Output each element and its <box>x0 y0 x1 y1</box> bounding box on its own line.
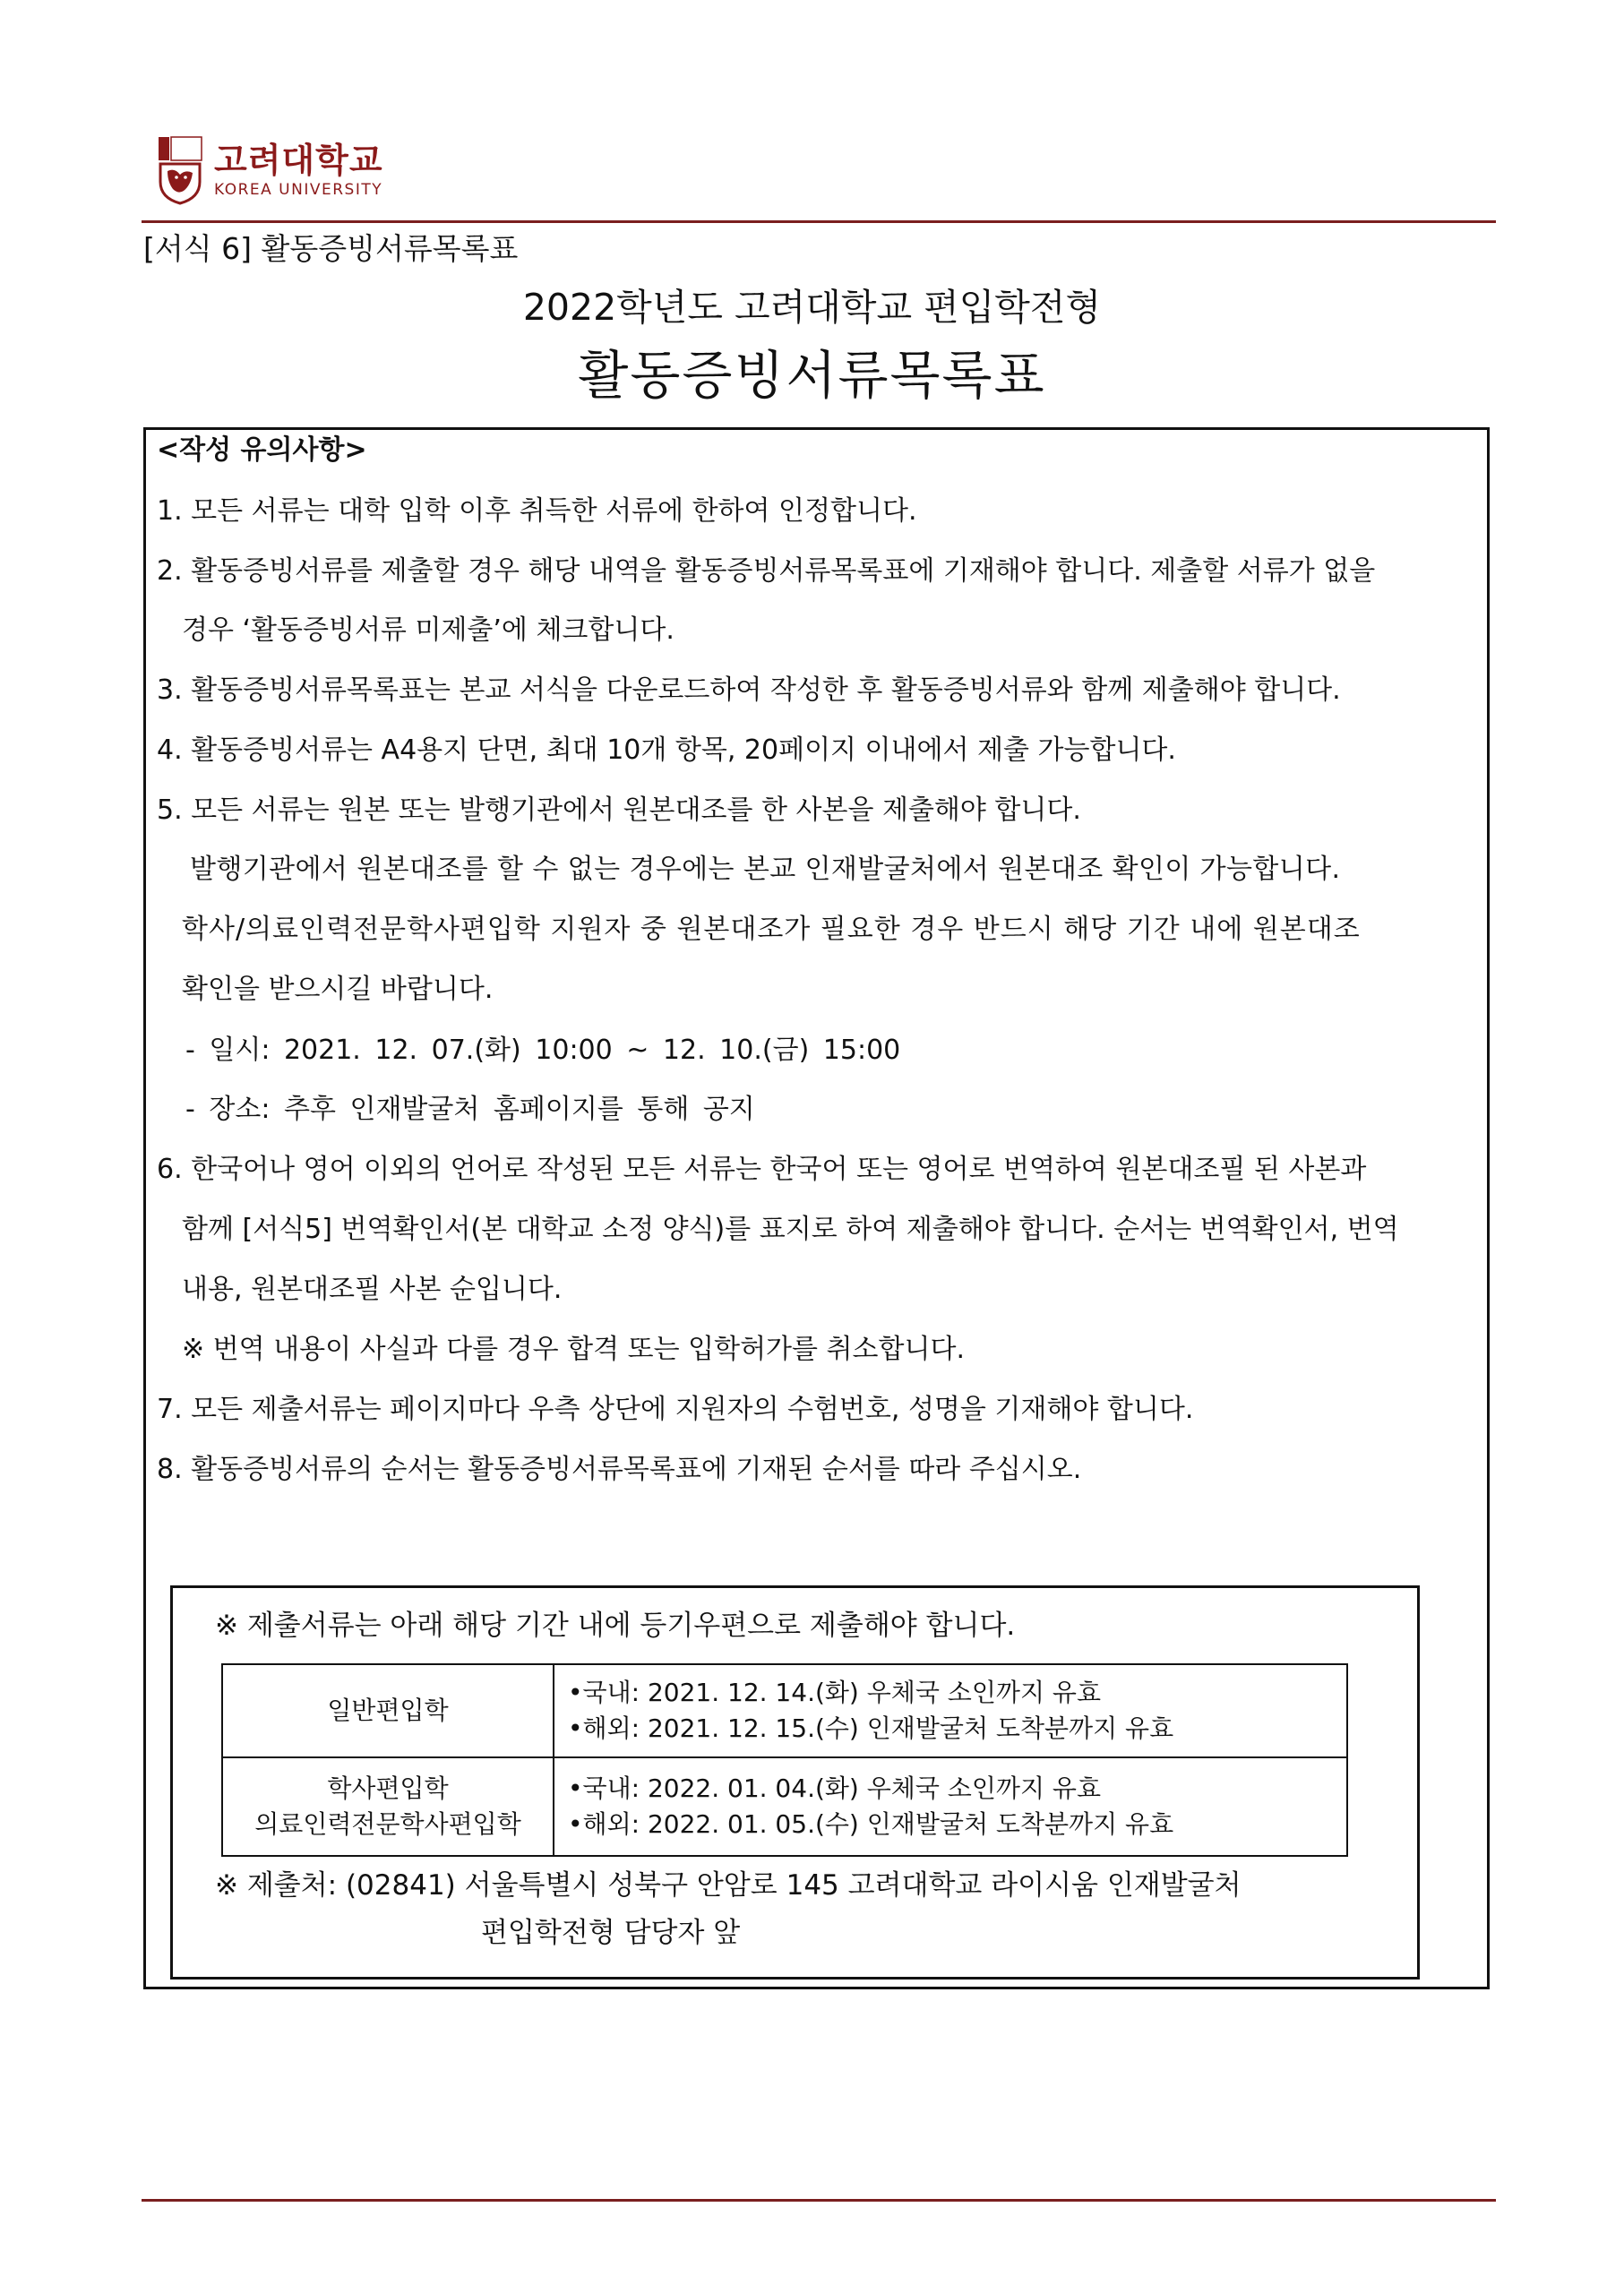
note-line: 4. 활동증빙서류는 A4용지 단면, 최대 10개 항목, 20페이지 이내에서 제출 가능합니다. <box>157 734 1176 766</box>
note-line: 함께 [서식5] 번역확인서(본 대학교 소정 양식)를 표지로 하여 제출해야 합니다. 순서는 번역확인서, 번역 <box>182 1214 1399 1245</box>
note-line: 발행기관에서 원본대조를 할 수 없는 경우에는 본교 인재발굴처에서 원본대조 확인이 가능합니다. <box>190 854 1341 885</box>
table-cell-details <box>554 1757 1347 1856</box>
document-subtitle: 2022학년도 고려대학교 편입학전형 <box>522 286 1102 329</box>
table-cell-details <box>554 1664 1347 1757</box>
logo-english-name: KOREA UNIVERSITY <box>214 181 383 199</box>
note-line: 5. 모든 서류는 원본 또는 발행기관에서 원본대조를 한 사본을 제출해야 합니다. <box>157 794 1081 826</box>
note-line: 8. 활동증빙서류의 순서는 활동증빙서류목록표에 기재된 순서를 따라 주십시오. <box>157 1454 1082 1485</box>
category-label: 학사편입학 <box>327 1773 449 1803</box>
note-line: 7. 모든 제출서류는 페이지마다 우측 상단에 지원자의 수험번호, 성명을 기재해야 합니다. <box>157 1394 1194 1425</box>
submission-schedule-table <box>221 1663 1348 1857</box>
note-line: - 장소: 추후 인재발굴처 홈페이지를 통해 공지 <box>185 1094 755 1125</box>
table-row <box>222 1757 1347 1856</box>
note-line: 2. 활동증빙서류를 제출할 경우 해당 내역을 활동증빙서류목록표에 기재해야 합니다. 제출할 서류가 없을 <box>157 555 1376 587</box>
note-line: ※ 번역 내용이 사실과 다를 경우 합격 또는 입학허가를 취소합니다. <box>182 1334 965 1365</box>
form-label: [서식 6] 활동증빙서류목록표 <box>143 231 519 266</box>
detail-line: •해외: 2021. 12. 15.(수) 인재발굴처 도착분까지 유효 <box>568 1713 1174 1743</box>
submission-note: ※ 제출서류는 아래 해당 기간 내에 등기우편으로 제출해야 합니다. <box>215 1610 1016 1642</box>
submission-recipient: 편입학전형 담당자 앞 <box>481 1917 741 1949</box>
table-cell-category <box>222 1664 554 1757</box>
detail-line: •해외: 2022. 01. 05.(수) 인재발굴처 도착분까지 유효 <box>568 1809 1174 1839</box>
note-line: 확인을 받으시길 바랍니다. <box>182 974 494 1005</box>
document-title: 활동증빙서류목록표 <box>578 345 1046 406</box>
category-label: 일반편입학 <box>327 1696 449 1725</box>
header-divider <box>142 220 1496 223</box>
note-line: 3. 활동증빙서류목록표는 본교 서식을 다운로드하여 작성한 후 활동증빙서류와 함께 제출해야 합니다. <box>157 674 1341 706</box>
footer-divider <box>142 2199 1496 2202</box>
university-seal-icon <box>157 135 203 205</box>
submission-address: ※ 제출처: (02841) 서울특별시 성북구 안암로 145 고려대학교 라이시움 인재발굴처 <box>215 1869 1242 1902</box>
note-line: 학사/의료인력전문학사편입학 지원자 중 원본대조가 필요한 경우 반드시 해당 기간 내에 원본대조 <box>182 914 1361 945</box>
note-line: 6. 한국어나 영어 이외의 언어로 작성된 모든 서류는 한국어 또는 영어로 번역하여 원본대조필 된 사본과 <box>157 1154 1367 1185</box>
detail-line: •국내: 2021. 12. 14.(화) 우체국 소인까지 유효 <box>568 1678 1101 1707</box>
logo-korean-name: 고려대학교 <box>214 141 383 180</box>
note-line: 경우 ‘활동증빙서류 미제출’에 체크합니다. <box>182 614 675 646</box>
notes-header: <작성 유의사항> <box>157 434 367 466</box>
detail-line: •국내: 2022. 01. 04.(화) 우체국 소인까지 유효 <box>568 1773 1101 1803</box>
table-row <box>222 1664 1347 1757</box>
note-line: 1. 모든 서류는 대학 입학 이후 취득한 서류에 한하여 인정합니다. <box>157 495 917 527</box>
category-label: 의료인력전문학사편입학 <box>254 1809 521 1839</box>
university-logo <box>157 134 383 206</box>
table-cell-category <box>222 1757 554 1856</box>
note-line: - 일시: 2021. 12. 07.(화) 10:00 ~ 12. 10.(금) 15:00 <box>185 1035 901 1066</box>
note-line: 내용, 원본대조필 사본 순입니다. <box>182 1274 563 1305</box>
